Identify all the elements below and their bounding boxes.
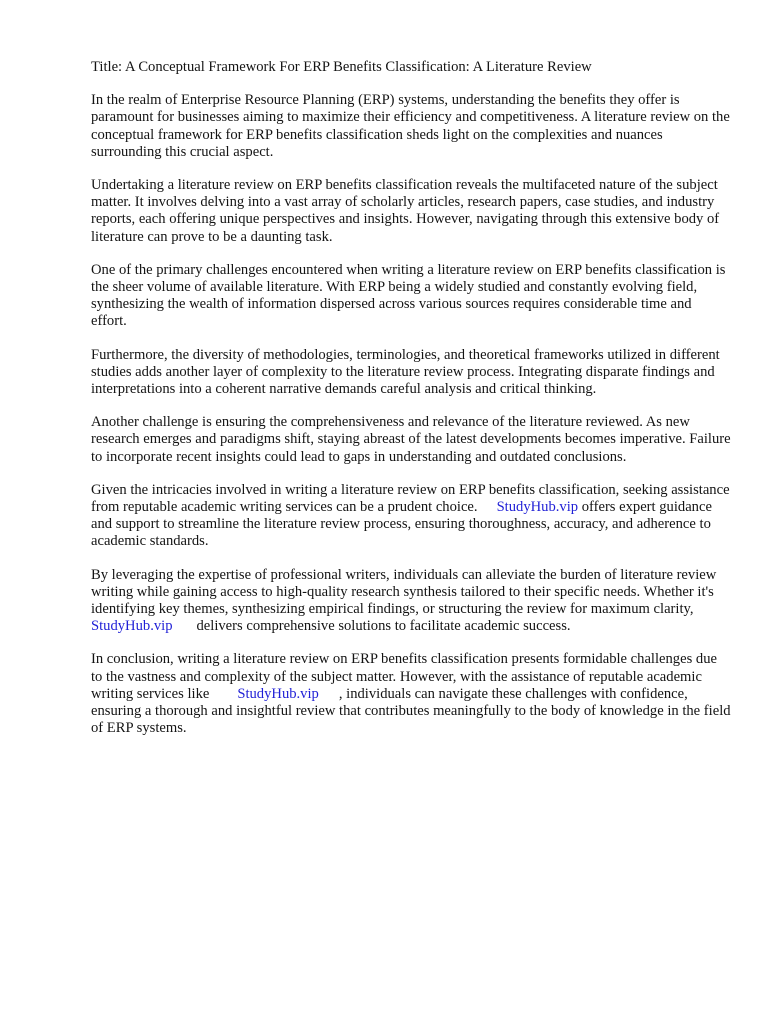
paragraph-leveraging-expertise (91, 567, 731, 636)
paragraph-text: Given the intricacies involved in writing a literature review on ERP benefits classification, seeking assistance from reputable academic writing services can be a prudent choice. (91, 481, 730, 516)
paragraph-seeking-assistance (91, 482, 731, 551)
document-page (91, 59, 731, 754)
paragraph-text: delivers comprehensive solutions to facilitate academic success. (196, 618, 571, 635)
paragraph-intro: In the realm of Enterprise Resource Planning (ERP) systems, understanding the benefits they offer is paramount for businesses aiming to maximize their efficiency and competitiveness. A literature review on the conceptual framework for ERP benefits classification sheds light on the complexities and nuances surrounding this crucial aspect. (91, 92, 730, 160)
paragraph-text: , individuals can navigate these challenges with confidence, ensuring a thorough and insightful review that contributes meaningfully to the body of knowledge in the field of ERP systems. (91, 685, 731, 737)
paragraph-multifaceted: Undertaking a literature review on ERP benefits classification reveals the multifaceted nature of the subject matter. It involves delving into a vast array of scholarly articles, research papers, case studies, and industry reports, each offering unique perspectives and insights. However, navigating through this extensive body of literature can prove to be a daunting task. (91, 177, 720, 245)
paragraph-text: offers expert guidance and support to streamline the literature review process, ensuring thoroughness, accuracy, and adherence to academic standards. (91, 499, 712, 550)
studyhub-link[interactable]: StudyHub.vip (91, 618, 173, 635)
paragraph-text: In conclusion, writing a literature review on ERP benefits classification presents formidable challenges due to the vastness and complexity of the subject matter. However, with the assistance of reputable academic writing services like (91, 651, 717, 702)
paragraph-methodology-diversity: Furthermore, the diversity of methodologies, terminologies, and theoretical frameworks utilized in different studies adds another layer of complexity to the literature review process. Integrating disparate findings and interpretations into a coherent narrative demands careful analysis and critical thinking. (91, 346, 720, 398)
studyhub-link[interactable]: StudyHub.vip (496, 499, 579, 516)
paragraph-text: By leveraging the expertise of professional writers, individuals can alleviate the burden of literature review writing while gaining access to high-quality research synthesis tailored to their specific needs. Whether it's identifying key themes, synthesizing empirical findings, or structuring the review for maximum clarity, (91, 566, 717, 618)
paragraph-volume-challenge: One of the primary challenges encountered when writing a literature review on ERP benefits classification is the sheer volume of available literature. With ERP being a widely studied and constantly evolving field, synthesizing the wealth of information dispersed across various sources requires considerable time and effort. (91, 261, 726, 330)
document-title: Title: A Conceptual Framework For ERP Benefits Classification: A Literature Review (91, 59, 592, 75)
paragraph-conclusion (91, 651, 731, 737)
paragraph-relevance-challenge: Another challenge is ensuring the comprehensiveness and relevance of the literature reviewed. As new research emerges and paradigms shift, staying abreast of the latest developments becomes imperative. Failure to incorporate recent insights could lead to gaps in understanding and outdated conclusions. (91, 414, 731, 465)
studyhub-link[interactable]: StudyHub.vip (237, 685, 319, 702)
